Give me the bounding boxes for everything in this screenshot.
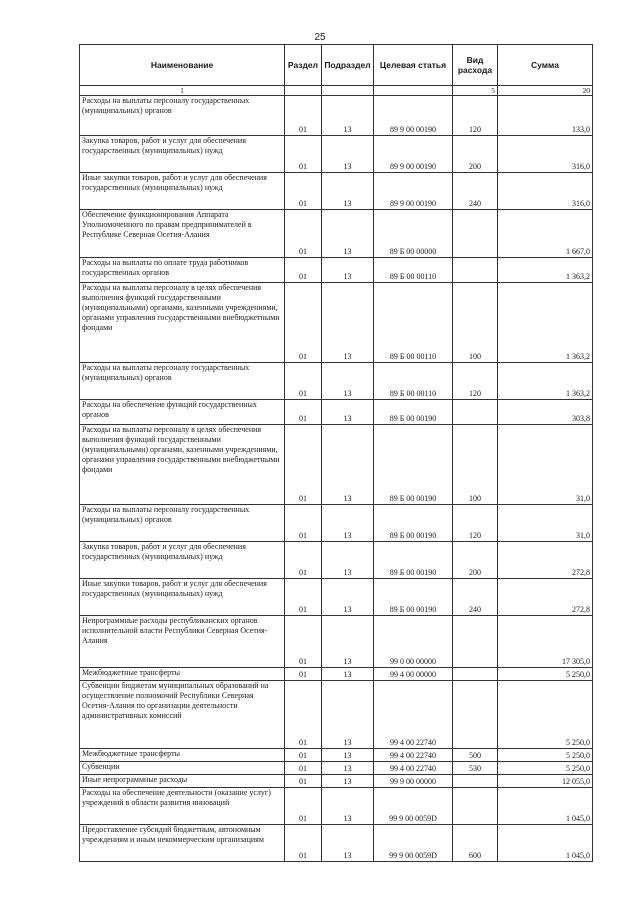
row-razdel: 01	[285, 616, 322, 668]
row-tselevaya: 99 4 00 00000	[374, 668, 453, 681]
row-summa: 12 055,0	[498, 775, 593, 788]
row-razdel: 01	[285, 96, 322, 136]
row-razdel: 01	[285, 258, 322, 283]
table-row	[80, 96, 593, 136]
row-razdel: 01	[285, 210, 322, 258]
row-tselevaya: 89 Б 00 00190	[374, 400, 453, 425]
header-vid: Вид расхода	[453, 45, 498, 86]
row-summa: 31,0	[498, 425, 593, 505]
row-razdel: 01	[285, 775, 322, 788]
row-tselevaya: 89 9 00 00190	[374, 173, 453, 210]
row-podrazdel: 13	[322, 505, 374, 542]
row-summa: 31,0	[498, 505, 593, 542]
table-row	[80, 425, 593, 505]
row-name: Непрограммные расходы республиканских органов исполнительной власти Республики Северная Осетия-Алания	[80, 616, 285, 668]
row-tselevaya: 99 9 00 0059D	[374, 825, 453, 862]
colnum-vid: 5	[453, 86, 498, 96]
table-row	[80, 210, 593, 258]
row-podrazdel: 13	[322, 210, 374, 258]
row-tselevaya: 89 Б 00 00190	[374, 505, 453, 542]
table-row	[80, 173, 593, 210]
row-summa: 1 045,0	[498, 825, 593, 862]
row-vid	[453, 616, 498, 668]
row-razdel: 01	[285, 505, 322, 542]
row-vid	[453, 210, 498, 258]
colnum-empty	[322, 86, 374, 96]
row-razdel: 01	[285, 400, 322, 425]
table-row	[80, 825, 593, 862]
table-row	[80, 762, 593, 775]
row-tselevaya: 89 9 00 00190	[374, 96, 453, 136]
table-row	[80, 668, 593, 681]
table-row	[80, 788, 593, 825]
row-vid	[453, 775, 498, 788]
row-name: Субвенции	[80, 762, 285, 775]
row-podrazdel: 13	[322, 616, 374, 668]
row-vid: 530	[453, 762, 498, 775]
table-row	[80, 400, 593, 425]
row-podrazdel: 13	[322, 825, 374, 862]
row-tselevaya: 89 Б 00 00000	[374, 210, 453, 258]
row-summa: 316,0	[498, 173, 593, 210]
row-vid: 240	[453, 173, 498, 210]
header-summa: Сумма	[498, 45, 593, 86]
row-summa: 303,8	[498, 400, 593, 425]
row-razdel: 01	[285, 749, 322, 762]
row-podrazdel: 13	[322, 762, 374, 775]
colnum-first: 1	[80, 86, 285, 96]
row-summa: 1 667,0	[498, 210, 593, 258]
row-podrazdel: 13	[322, 542, 374, 579]
row-name: Расходы на обеспечение деятельности (оказание услуг) учреждений в области развития инноваций	[80, 788, 285, 825]
row-tselevaya: 89 Б 00 00110	[374, 363, 453, 400]
row-podrazdel: 13	[322, 283, 374, 363]
row-vid: 120	[453, 363, 498, 400]
row-vid: 240	[453, 579, 498, 616]
row-name: Расходы на выплаты персоналу государственных (муниципальных) органов	[80, 505, 285, 542]
row-summa: 1 045,0	[498, 788, 593, 825]
row-tselevaya: 99 9 00 0059D	[374, 788, 453, 825]
header-podrazdel: Подраздел	[322, 45, 374, 86]
row-razdel: 01	[285, 579, 322, 616]
row-name: Иные непрограммные расходы	[80, 775, 285, 788]
row-razdel: 01	[285, 668, 322, 681]
row-podrazdel: 13	[322, 173, 374, 210]
row-podrazdel: 13	[322, 258, 374, 283]
row-name: Межбюджетные трансферты	[80, 749, 285, 762]
header-tselevaya: Целевая статья	[374, 45, 453, 86]
row-tselevaya: 99 4 00 22740	[374, 681, 453, 749]
row-podrazdel: 13	[322, 775, 374, 788]
row-podrazdel: 13	[322, 681, 374, 749]
row-razdel: 01	[285, 542, 322, 579]
colnum-summa: 20	[498, 86, 593, 96]
row-podrazdel: 13	[322, 668, 374, 681]
row-name: Расходы на обеспечение функций государственных органов	[80, 400, 285, 425]
row-vid: 200	[453, 542, 498, 579]
row-vid: 600	[453, 825, 498, 862]
row-name: Расходы на выплаты персоналу государственных (муниципальных) органов	[80, 96, 285, 136]
row-summa: 1 363,2	[498, 363, 593, 400]
page-number: 25	[314, 32, 326, 43]
row-razdel: 01	[285, 136, 322, 173]
row-name: Обеспечение функционирования Аппарата Уполномоченного по правам предпринимателей в Республике Северная Осетия-Алания	[80, 210, 285, 258]
row-summa: 5 250,0	[498, 668, 593, 681]
row-tselevaya: 89 Б 00 00110	[374, 258, 453, 283]
row-summa: 1 363,2	[498, 258, 593, 283]
table-row	[80, 681, 593, 749]
row-razdel: 01	[285, 825, 322, 862]
row-podrazdel: 13	[322, 579, 374, 616]
row-name: Расходы на выплаты по оплате труда работников государственных органов	[80, 258, 285, 283]
row-name: Предоставление субсидий бюджетным, автономным учреждениям и иным некоммерческим организациям	[80, 825, 285, 862]
row-name: Межбюджетные трансферты	[80, 668, 285, 681]
row-tselevaya: 89 9 00 00190	[374, 136, 453, 173]
row-vid: 200	[453, 136, 498, 173]
table-row	[80, 136, 593, 173]
row-vid: 100	[453, 425, 498, 505]
row-summa: 1 363,2	[498, 283, 593, 363]
table-row	[80, 579, 593, 616]
row-name: Закупка товаров, работ и услуг для обеспечения государственных (муниципальных) нужд	[80, 542, 285, 579]
row-tselevaya: 89 Б 00 00110	[374, 283, 453, 363]
row-name: Иные закупки товаров, работ и услуг для обеспечения государственных (муниципальных) нужд	[80, 579, 285, 616]
row-vid	[453, 400, 498, 425]
table-row	[80, 775, 593, 788]
row-podrazdel: 13	[322, 400, 374, 425]
row-name: Субвенции бюджетам муниципальных образований на осуществление полномочий Республики Северная Осетия-Алания по организации деятельности административных комиссий	[80, 681, 285, 749]
row-summa: 316,0	[498, 136, 593, 173]
row-podrazdel: 13	[322, 788, 374, 825]
table-row	[80, 616, 593, 668]
row-podrazdel: 13	[322, 136, 374, 173]
header-name: Наименование	[80, 45, 285, 86]
row-razdel: 01	[285, 173, 322, 210]
row-podrazdel: 13	[322, 425, 374, 505]
row-name: Расходы на выплаты персоналу в целях обеспечения выполнения функций государственными (муниципальными) органами, казенными учреждениями, органами управления государственными внебюджетными фондами	[80, 425, 285, 505]
table-body	[80, 86, 593, 862]
row-vid: 120	[453, 96, 498, 136]
row-summa: 272,8	[498, 579, 593, 616]
table-row	[80, 283, 593, 363]
table-row	[80, 363, 593, 400]
row-summa: 5 250,0	[498, 749, 593, 762]
row-name: Расходы на выплаты персоналу государственных (муниципальных) органов	[80, 363, 285, 400]
column-number-row	[80, 86, 593, 96]
row-razdel: 01	[285, 425, 322, 505]
row-tselevaya: 99 0 00 00000	[374, 616, 453, 668]
row-summa: 5 250,0	[498, 681, 593, 749]
row-tselevaya: 99 4 00 22740	[374, 749, 453, 762]
row-name: Закупка товаров, работ и услуг для обеспечения государственных (муниципальных) нужд	[80, 136, 285, 173]
row-name: Иные закупки товаров, работ и услуг для обеспечения государственных (муниципальных) нужд	[80, 173, 285, 210]
row-vid: 100	[453, 283, 498, 363]
row-razdel: 01	[285, 681, 322, 749]
row-summa: 272,8	[498, 542, 593, 579]
row-name: Расходы на выплаты персоналу в целях обеспечения выполнения функций государственными (муниципальными) органами, казенными учреждениями, органами управления государственными внебюджетными фондами	[80, 283, 285, 363]
row-vid	[453, 788, 498, 825]
row-tselevaya: 89 Б 00 00190	[374, 579, 453, 616]
row-razdel: 01	[285, 788, 322, 825]
row-summa: 17 305,0	[498, 616, 593, 668]
row-vid	[453, 258, 498, 283]
row-razdel: 01	[285, 283, 322, 363]
colnum-empty	[374, 86, 453, 96]
table-header	[80, 45, 593, 86]
row-tselevaya: 99 9 00 00000	[374, 775, 453, 788]
row-vid: 120	[453, 505, 498, 542]
row-vid	[453, 668, 498, 681]
row-vid: 500	[453, 749, 498, 762]
table-row	[80, 542, 593, 579]
budget-table	[79, 44, 593, 862]
row-tselevaya: 99 4 00 22740	[374, 762, 453, 775]
row-podrazdel: 13	[322, 96, 374, 136]
table-row	[80, 749, 593, 762]
colnum-empty	[285, 86, 322, 96]
row-razdel: 01	[285, 762, 322, 775]
row-podrazdel: 13	[322, 749, 374, 762]
row-razdel: 01	[285, 363, 322, 400]
row-vid	[453, 681, 498, 749]
table-row	[80, 258, 593, 283]
row-podrazdel: 13	[322, 363, 374, 400]
row-summa: 5 250,0	[498, 762, 593, 775]
row-tselevaya: 89 Б 00 00190	[374, 425, 453, 505]
row-tselevaya: 89 Б 00 00190	[374, 542, 453, 579]
header-razdel: Раздел	[285, 45, 322, 86]
table-row	[80, 505, 593, 542]
row-summa: 133,0	[498, 96, 593, 136]
